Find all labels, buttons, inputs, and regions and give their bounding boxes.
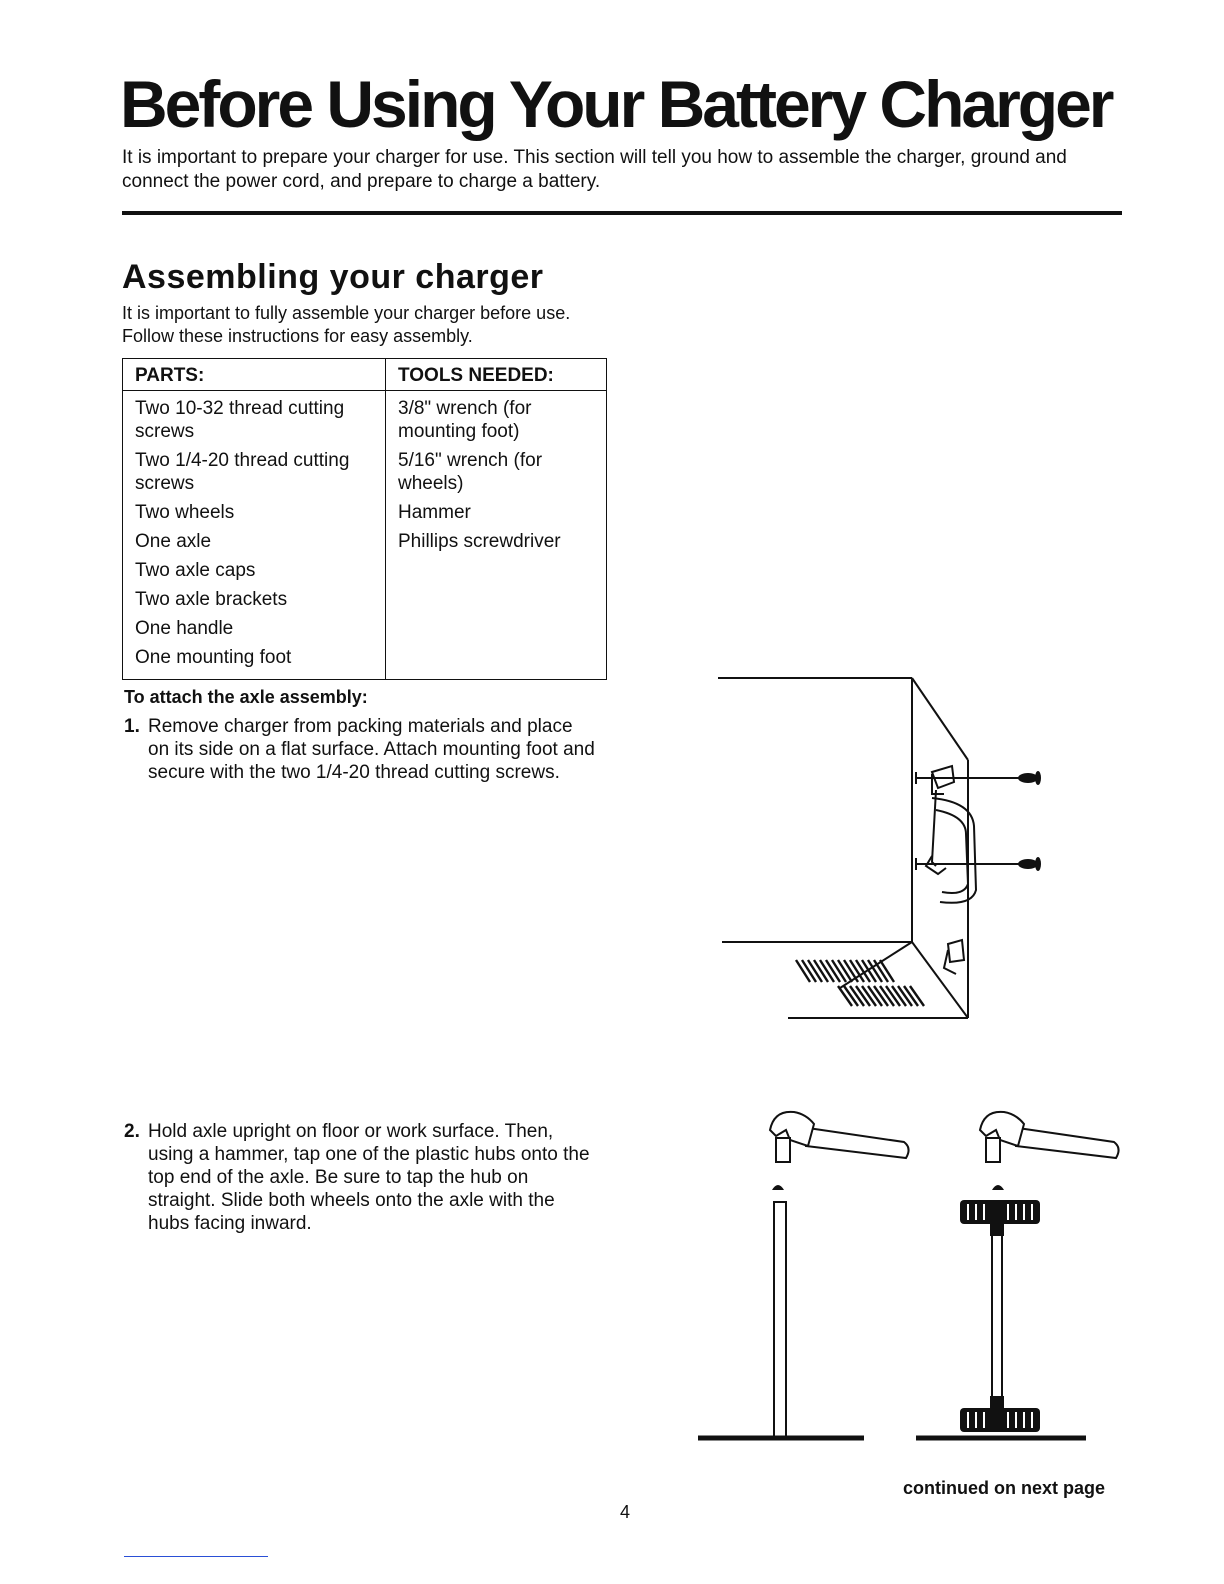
section-title: Assembling your charger — [122, 258, 544, 296]
list-item: One mounting foot — [135, 647, 292, 668]
axle-hub-illustration — [690, 1100, 1110, 1450]
section-intro: It is important to fully assemble your charger before use. Follow these instructions for easy assembly. — [122, 303, 571, 346]
continued-note: continued on next page — [903, 1478, 1106, 1498]
list-item: 3/8" wrench (for mounting foot) — [398, 398, 532, 442]
parts-header: PARTS: — [123, 359, 386, 391]
tools-header: TOOLS NEEDED: — [386, 359, 607, 391]
step-number: 1. — [124, 716, 140, 737]
list-item: One handle — [135, 618, 234, 639]
step-number: 2. — [124, 1121, 140, 1142]
step-text: Hold axle upright on floor or work surface. Then, using a hammer, tap one of the plastic hubs onto the top end of the axle. Be sure to tap the hub on straight. Slide both wheels onto the axle with the hubs facing inward. — [148, 1121, 590, 1234]
list-item: Two 1/4-20 thread cutting screws — [135, 450, 350, 494]
list-item: Two axle brackets — [135, 589, 288, 610]
step-text: Remove charger from packing materials and place on its side on a flat surface. Attach mounting foot and secure with the two 1/4-20 thread cutting screws. — [148, 716, 595, 783]
list-item: One axle — [135, 531, 212, 552]
section-divider — [122, 211, 1122, 215]
table-row — [123, 391, 607, 680]
axle-assembly-heading: To attach the axle assembly: — [124, 687, 368, 707]
footer-link-line — [124, 1556, 268, 1557]
list-item: Phillips screwdriver — [398, 531, 561, 552]
table-header-row — [123, 359, 607, 391]
page-number: 4 — [620, 1502, 631, 1522]
parts-tools-table — [122, 358, 607, 680]
parts-list — [123, 391, 386, 680]
step-2 — [124, 1120, 598, 1235]
list-item: Two wheels — [135, 502, 235, 523]
list-item: Two axle caps — [135, 560, 256, 581]
list-item: Two 10-32 thread cutting screws — [135, 398, 345, 442]
page-title: Before Using Your Battery Charger — [120, 67, 1112, 141]
list-item: Hammer — [398, 502, 471, 523]
list-item: 5/16" wrench (for wheels) — [398, 450, 543, 494]
step-1 — [124, 715, 598, 784]
tools-list — [386, 391, 607, 680]
intro-text: It is important to prepare your charger for use. This section will tell you how to assemble the charger, ground and connect the power cord, and prepare to charge a battery. — [122, 147, 1067, 192]
charger-mounting-foot-illustration — [700, 670, 1060, 1030]
